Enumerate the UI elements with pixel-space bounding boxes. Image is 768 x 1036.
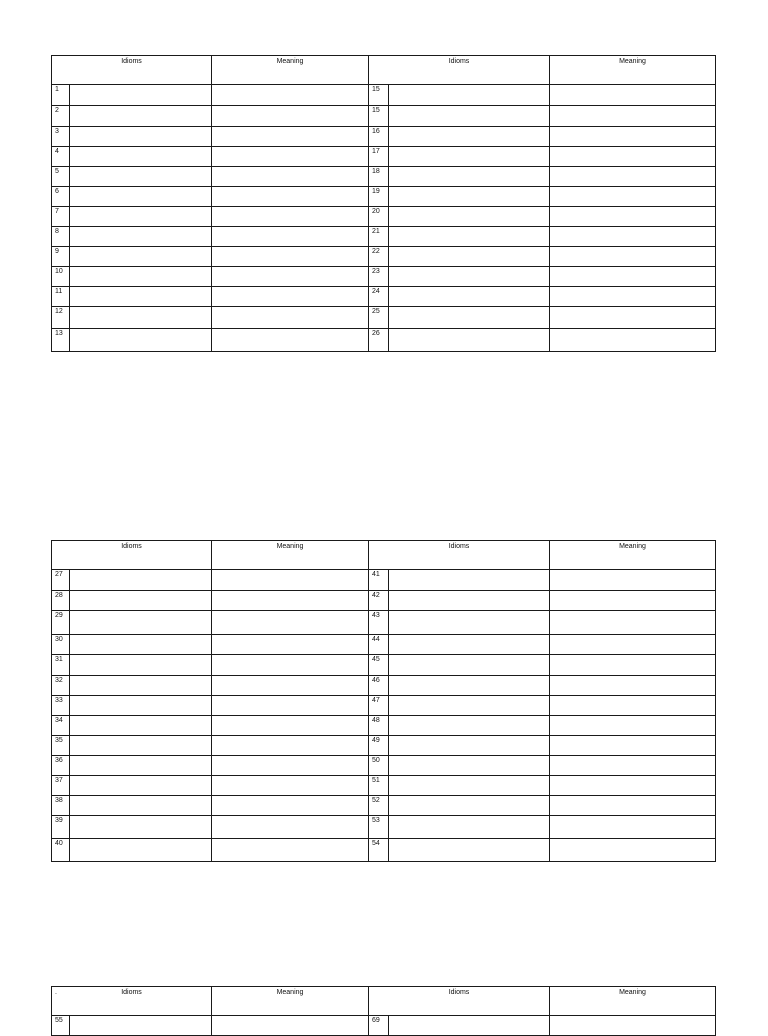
idiom-cell — [389, 816, 550, 839]
table-row — [52, 716, 716, 736]
idiom-cell — [70, 839, 212, 862]
idiom-cell — [70, 1016, 212, 1036]
row-number: 8 — [52, 227, 70, 247]
row-number: 18 — [369, 167, 389, 187]
table-row — [52, 307, 716, 329]
header-row — [52, 56, 716, 85]
table-row — [52, 839, 716, 862]
meaning-cell — [550, 570, 716, 591]
meaning-cell — [212, 839, 369, 862]
row-number: 3 — [52, 127, 70, 147]
idiom-cell — [389, 127, 550, 147]
idiom-cell — [389, 591, 550, 611]
idiom-cell — [389, 106, 550, 127]
idioms-header-label: Idioms — [121, 58, 142, 65]
idiom-cell — [389, 611, 550, 635]
header-row — [52, 541, 716, 570]
idiom-cell — [389, 570, 550, 591]
row-number: 49 — [369, 736, 389, 756]
row-number: 23 — [369, 267, 389, 287]
meaning-cell — [550, 756, 716, 776]
idiom-cell — [70, 247, 212, 267]
row-number: 34 — [52, 716, 70, 736]
table-row — [52, 207, 716, 227]
row-number: 24 — [369, 287, 389, 307]
row-number: 55 — [52, 1016, 70, 1036]
table-row — [52, 227, 716, 247]
table-row — [52, 106, 716, 127]
row-number: 44 — [369, 635, 389, 655]
meaning-cell — [212, 85, 369, 106]
meaning-cell — [550, 655, 716, 676]
meaning-cell — [550, 816, 716, 839]
row-number: 48 — [369, 716, 389, 736]
meaning-cell — [550, 147, 716, 167]
idiom-cell — [389, 207, 550, 227]
row-number: 25 — [369, 307, 389, 329]
row-number: 52 — [369, 796, 389, 816]
header-row — [52, 987, 716, 1016]
meaning-cell — [212, 307, 369, 329]
meaning-cell — [212, 127, 369, 147]
row-number: 42 — [369, 591, 389, 611]
meaning-cell — [550, 307, 716, 329]
row-number: 10 — [52, 267, 70, 287]
table-row — [52, 816, 716, 839]
row-number: 69 — [369, 1016, 389, 1036]
idiom-cell — [389, 839, 550, 862]
idioms-header — [52, 56, 212, 85]
row-number: 28 — [52, 591, 70, 611]
corner-mark: . — [55, 989, 57, 996]
idioms-table-1 — [51, 55, 716, 352]
idiom-cell — [70, 816, 212, 839]
meaning-cell — [550, 796, 716, 816]
meaning-cell — [212, 267, 369, 287]
table-row — [52, 696, 716, 716]
table-row — [52, 570, 716, 591]
idiom-cell — [70, 736, 212, 756]
idiom-cell — [389, 227, 550, 247]
row-number: 27 — [52, 570, 70, 591]
table-row — [52, 611, 716, 635]
row-number: 36 — [52, 756, 70, 776]
idiom-cell — [70, 106, 212, 127]
meaning-cell — [212, 591, 369, 611]
idioms-table-3 — [51, 986, 716, 1036]
table-row — [52, 127, 716, 147]
idiom-cell — [70, 329, 212, 352]
meaning-cell — [212, 696, 369, 716]
idiom-cell — [70, 267, 212, 287]
meaning-cell — [550, 247, 716, 267]
row-number: 50 — [369, 756, 389, 776]
meaning-header: Meaning — [212, 56, 369, 85]
meaning-cell — [212, 756, 369, 776]
idiom-cell — [70, 570, 212, 591]
meaning-cell — [550, 839, 716, 862]
table-row — [52, 147, 716, 167]
idiom-cell — [70, 696, 212, 716]
idiom-cell — [389, 85, 550, 106]
idioms-header — [52, 987, 212, 1016]
idiom-cell — [70, 611, 212, 635]
meaning-cell — [212, 676, 369, 696]
table-row — [52, 756, 716, 776]
meaning-cell — [550, 106, 716, 127]
row-number: 5 — [52, 167, 70, 187]
meaning-header: Meaning — [550, 56, 716, 85]
table-row — [52, 776, 716, 796]
idiom-cell — [70, 676, 212, 696]
meaning-cell — [550, 676, 716, 696]
table-row — [52, 591, 716, 611]
row-number: 20 — [369, 207, 389, 227]
row-number: 9 — [52, 247, 70, 267]
idiom-cell — [389, 247, 550, 267]
table-row — [52, 85, 716, 106]
idiom-cell — [70, 167, 212, 187]
meaning-cell — [212, 187, 369, 207]
idiom-cell — [389, 1016, 550, 1036]
meaning-header: Meaning — [550, 541, 716, 570]
idiom-cell — [389, 676, 550, 696]
idiom-cell — [70, 127, 212, 147]
idiom-cell — [389, 776, 550, 796]
idiom-cell — [389, 736, 550, 756]
idioms-header-label: Idioms — [121, 543, 142, 550]
meaning-cell — [550, 85, 716, 106]
row-number: 35 — [52, 736, 70, 756]
meaning-cell — [550, 187, 716, 207]
meaning-cell — [212, 106, 369, 127]
row-number: 26 — [369, 329, 389, 352]
row-number: 15 — [369, 85, 389, 106]
idiom-cell — [389, 147, 550, 167]
meaning-cell — [550, 167, 716, 187]
idiom-cell — [389, 329, 550, 352]
meaning-cell — [550, 1016, 716, 1036]
idiom-cell — [389, 696, 550, 716]
row-number: 11 — [52, 287, 70, 307]
meaning-cell — [212, 816, 369, 839]
idiom-cell — [389, 267, 550, 287]
row-number: 7 — [52, 207, 70, 227]
row-number: 53 — [369, 816, 389, 839]
table-row — [52, 267, 716, 287]
row-number: 47 — [369, 696, 389, 716]
meaning-cell — [212, 167, 369, 187]
row-number: 46 — [369, 676, 389, 696]
idiom-cell — [389, 187, 550, 207]
table-row — [52, 329, 716, 352]
meaning-cell — [212, 736, 369, 756]
row-number: 37 — [52, 776, 70, 796]
row-number: 43 — [369, 611, 389, 635]
row-number: 54 — [369, 839, 389, 862]
table-body — [52, 85, 716, 352]
meaning-cell — [550, 267, 716, 287]
table-row — [52, 635, 716, 655]
row-number: 32 — [52, 676, 70, 696]
meaning-cell — [550, 611, 716, 635]
meaning-header: Meaning — [212, 987, 369, 1016]
idiom-cell — [70, 147, 212, 167]
idiom-cell — [70, 85, 212, 106]
row-number: 39 — [52, 816, 70, 839]
idiom-cell — [389, 167, 550, 187]
meaning-cell — [212, 655, 369, 676]
meaning-cell — [212, 207, 369, 227]
row-number: 2 — [52, 106, 70, 127]
idiom-cell — [389, 716, 550, 736]
idiom-cell — [389, 287, 550, 307]
meaning-cell — [550, 776, 716, 796]
meaning-cell — [550, 716, 716, 736]
row-number: 40 — [52, 839, 70, 862]
row-number: 12 — [52, 307, 70, 329]
row-number: 6 — [52, 187, 70, 207]
meaning-cell — [212, 570, 369, 591]
row-number: 38 — [52, 796, 70, 816]
row-number: 41 — [369, 570, 389, 591]
idioms-header: Idioms — [369, 541, 550, 570]
meaning-cell — [550, 207, 716, 227]
idiom-cell — [389, 307, 550, 329]
idiom-cell — [389, 655, 550, 676]
meaning-cell — [212, 287, 369, 307]
meaning-header: Meaning — [550, 987, 716, 1016]
table-row — [52, 676, 716, 696]
meaning-cell — [550, 227, 716, 247]
row-number: 33 — [52, 696, 70, 716]
meaning-cell — [550, 127, 716, 147]
meaning-cell — [212, 716, 369, 736]
meaning-cell — [212, 796, 369, 816]
idiom-cell — [70, 187, 212, 207]
meaning-cell — [550, 696, 716, 716]
row-number: 17 — [369, 147, 389, 167]
idiom-cell — [70, 655, 212, 676]
row-number: 30 — [52, 635, 70, 655]
idiom-cell — [70, 635, 212, 655]
row-number: 19 — [369, 187, 389, 207]
idioms-header: Idioms — [369, 56, 550, 85]
table-row — [52, 287, 716, 307]
idiom-cell — [389, 756, 550, 776]
table-row — [52, 1016, 716, 1036]
table-row — [52, 187, 716, 207]
row-number: 22 — [369, 247, 389, 267]
table-body — [52, 1016, 716, 1036]
idiom-cell — [389, 796, 550, 816]
idiom-cell — [70, 776, 212, 796]
table-row — [52, 247, 716, 267]
meaning-cell — [212, 247, 369, 267]
idiom-cell — [70, 207, 212, 227]
idiom-cell — [70, 307, 212, 329]
meaning-cell — [550, 736, 716, 756]
idiom-cell — [70, 591, 212, 611]
meaning-cell — [212, 329, 369, 352]
table-body — [52, 570, 716, 862]
table-row — [52, 796, 716, 816]
idiom-cell — [389, 635, 550, 655]
idioms-header — [52, 541, 212, 570]
meaning-cell — [212, 147, 369, 167]
idiom-cell — [70, 227, 212, 247]
idioms-table-2 — [51, 540, 716, 862]
meaning-cell — [550, 287, 716, 307]
row-number: 16 — [369, 127, 389, 147]
meaning-cell — [212, 776, 369, 796]
row-number: 21 — [369, 227, 389, 247]
meaning-cell — [212, 1016, 369, 1036]
row-number: 1 — [52, 85, 70, 106]
idioms-header-label: Idioms — [121, 989, 142, 996]
meaning-cell — [550, 329, 716, 352]
meaning-cell — [550, 591, 716, 611]
row-number: 51 — [369, 776, 389, 796]
meaning-cell — [212, 227, 369, 247]
meaning-cell — [212, 635, 369, 655]
table-row — [52, 736, 716, 756]
meaning-header: Meaning — [212, 541, 369, 570]
row-number: 4 — [52, 147, 70, 167]
idioms-header: Idioms — [369, 987, 550, 1016]
row-number: 45 — [369, 655, 389, 676]
meaning-cell — [550, 635, 716, 655]
table-row — [52, 167, 716, 187]
idiom-cell — [70, 796, 212, 816]
meaning-cell — [212, 611, 369, 635]
row-number: 31 — [52, 655, 70, 676]
row-number: 29 — [52, 611, 70, 635]
row-number: 15 — [369, 106, 389, 127]
idiom-cell — [70, 287, 212, 307]
idiom-cell — [70, 716, 212, 736]
row-number: 13 — [52, 329, 70, 352]
idiom-cell — [70, 756, 212, 776]
table-row — [52, 655, 716, 676]
